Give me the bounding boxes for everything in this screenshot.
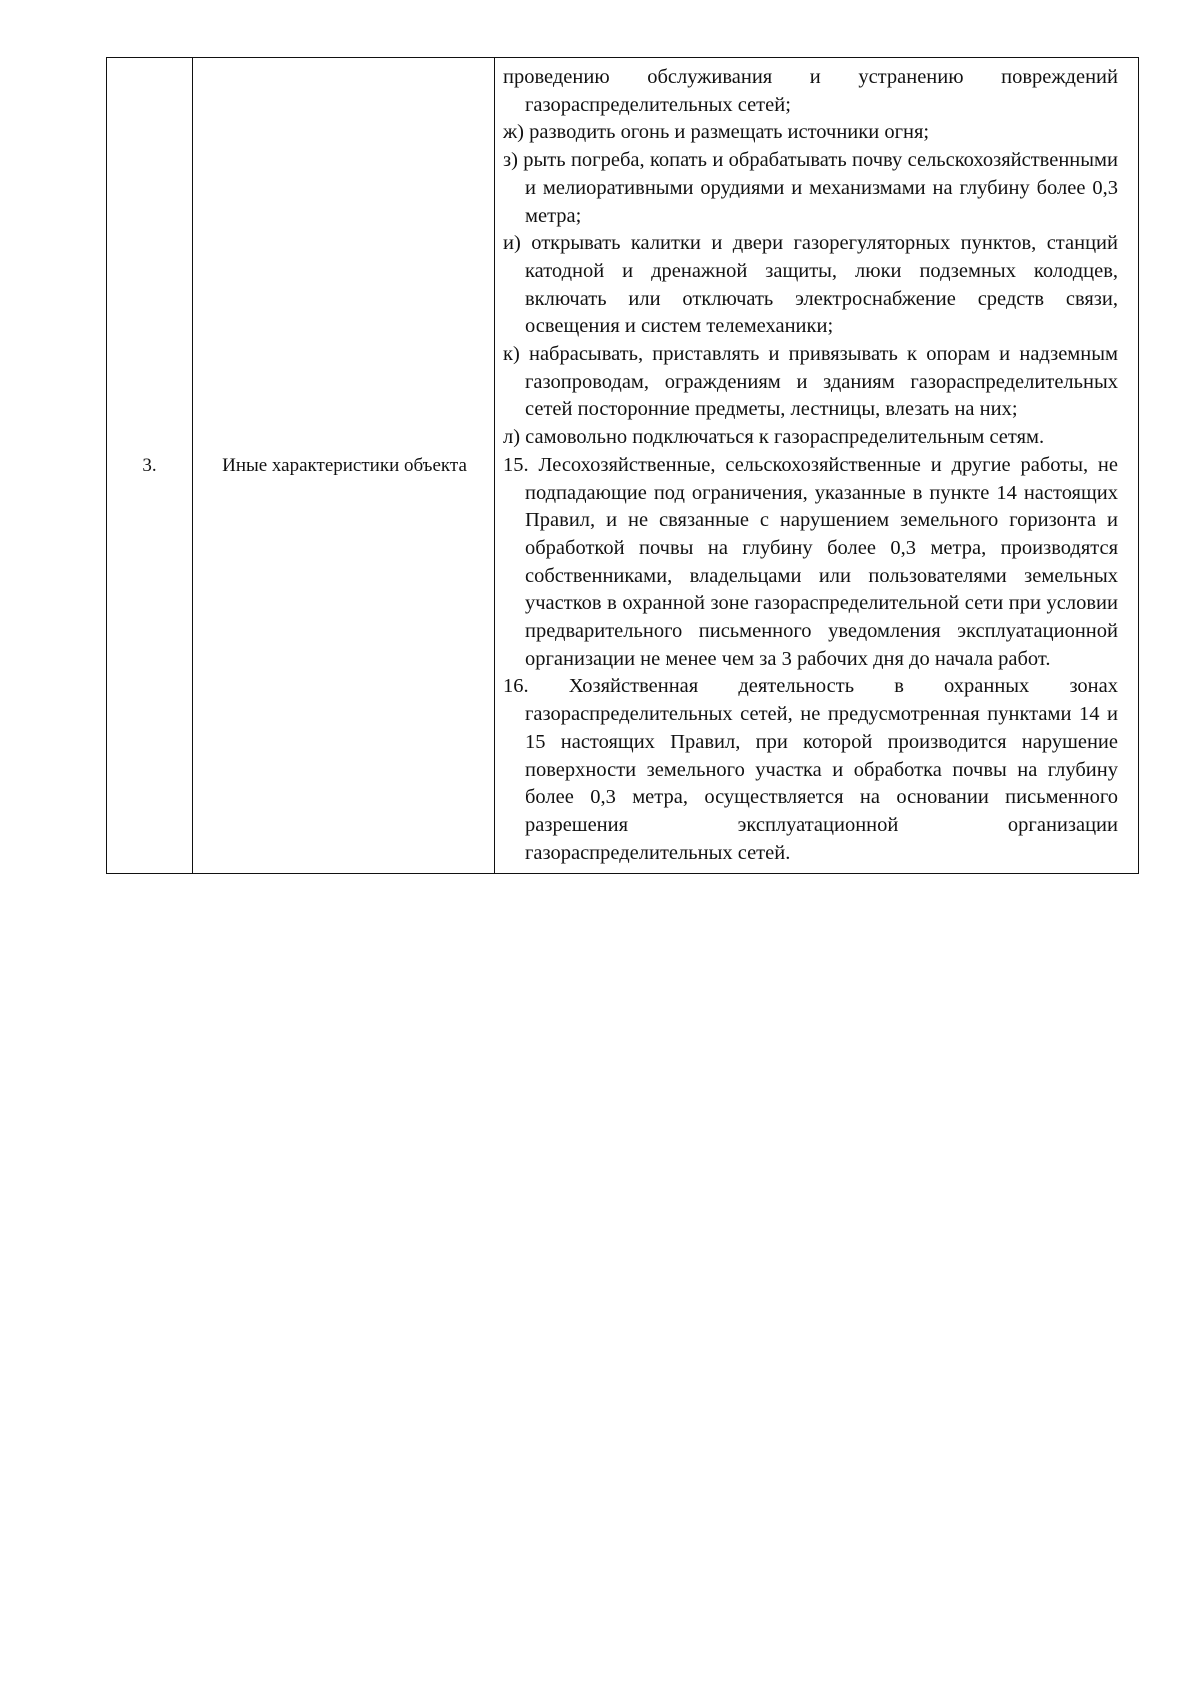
description-paragraph: проведению обслуживания и устранению повреждений газораспределительных сетей;	[503, 66, 1118, 116]
description-paragraph: з) рыть погреба, копать и обрабатывать почву сельскохозяйственными и мелиоративными орудиями и механизмами на глубину более 0,3 метра;	[503, 149, 1118, 227]
table-row	[107, 58, 1139, 874]
description-paragraph: 15. Лесохозяйственные, сельскохозяйственные и другие работы, не подпадающие под ограничения, указанные в пункте 14 настоящих Правил, и не связанные с нарушением земельного горизонта и обработкой почвы на глубину более 0,3 метра, производятся собственниками, владельцами или пользователями земельных участков в охранной зоне газораспределительной сети при условии предварительного письменного уведомления эксплуатационной организации не менее чем за 3 рабочих дня до начала работ.	[503, 453, 1118, 670]
characteristics-table	[106, 57, 1139, 874]
description-paragraph: ж) разводить огонь и размещать источники огня;	[503, 121, 930, 144]
row-description	[495, 58, 1139, 874]
description-paragraph: к) набрасывать, приставлять и привязывать к опорам и надземным газопроводам, ограждениям и зданиям газораспределительных сетей посторонние предметы, лестницы, влезать на них;	[503, 343, 1118, 421]
row-number: 3.	[107, 58, 193, 874]
row-name: Иные характеристики объекта	[193, 58, 495, 874]
description-paragraph: 16. Хозяйственная деятельность в охранных зонах газораспределительных сетей, не предусмотренная пунктами 14 и 15 настоящих Правил, при которой производится нарушение поверхности земельного участка и обработка почвы на глубину более 0,3 метра, осуществляется на основании письменного разрешения эксплуатационной организации газораспределительных сетей.	[503, 675, 1118, 864]
description-paragraph: и) открывать калитки и двери газорегуляторных пунктов, станций катодной и дренажной защиты, люки подземных колодцев, включать или отключать электроснабжение средств связи, освещения и систем телемеханики;	[503, 232, 1118, 338]
description-paragraph: л) самовольно подключаться к газораспределительным сетям.	[503, 426, 1045, 449]
